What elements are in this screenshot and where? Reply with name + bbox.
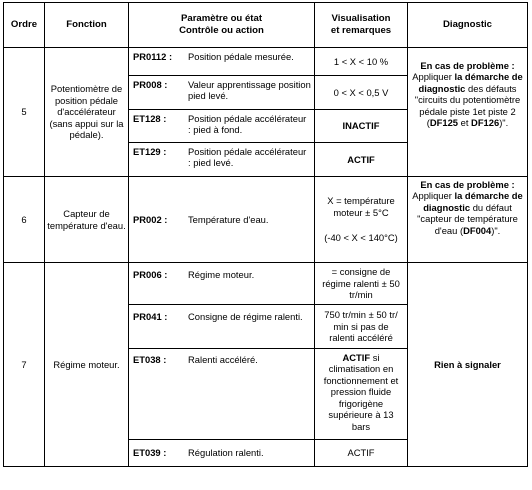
diag-code: DF004 [463, 224, 492, 236]
param-code: PR002 : [133, 213, 168, 225]
visu-cell [315, 263, 408, 467]
diag-text: )". [499, 117, 509, 129]
param-desc: Ralenti accéléré. [188, 354, 258, 365]
table-row [4, 177, 528, 263]
visu-value: X = température moteur ± 5°C [327, 195, 395, 218]
param-cell [129, 263, 315, 467]
visu-value: (-40 < X < 140°C) [324, 232, 398, 244]
fonction-cell: Capteur de température d'eau. [45, 177, 129, 263]
param-code: PR006 : [133, 269, 168, 280]
visu-value: ACTIF [315, 142, 407, 176]
diagnostic-cell: Rien à signaler [408, 263, 528, 467]
param-desc: Température d'eau. [188, 213, 269, 225]
fonction-cell: Potentiomètre de position pédale d'accélérateur (sans appui sur la pédale). [45, 48, 129, 177]
visu-bold: ACTIF [342, 352, 371, 363]
diag-lead: En cas de problème : [420, 179, 515, 190]
param-row [129, 75, 314, 109]
header-ordre: Ordre [4, 3, 45, 48]
diag-text: Appliquer [412, 71, 455, 83]
diag-code: DF125 [429, 117, 459, 129]
diag-text: des défauts "circuits du potentiomètre pédale piste 1et piste 2 ( [414, 82, 521, 129]
param-row [129, 211, 314, 228]
param-code: PR008 : [133, 79, 168, 90]
header-visualisation: Visualisation et remarques [315, 3, 408, 48]
diag-bold: la démarche de diagnostic [423, 190, 523, 213]
visu-cell [315, 177, 408, 263]
param-desc: Consigne de régime ralenti. [188, 311, 303, 322]
param-desc: Régime moteur. [188, 269, 255, 280]
param-code: ET128 : [133, 113, 167, 124]
param-row [129, 109, 314, 142]
visu-value: ACTIF [315, 439, 407, 466]
diag-bold: la démarche de diagnostic [418, 71, 523, 94]
visu-value: 0 < X < 0,5 V [315, 75, 407, 109]
visu-value: = consigne de régime ralenti ± 50 tr/min [322, 266, 400, 301]
param-cell [129, 177, 315, 263]
visu-value: INACTIF [315, 109, 407, 142]
visu-value: 750 tr/min ± 50 tr/ min si pas de ralenti accéléré [315, 304, 407, 348]
param-code: PR041 : [133, 311, 168, 322]
param-code: ET039 : [133, 447, 167, 458]
diagnostic-table [3, 2, 528, 467]
header-fonction: Fonction [45, 3, 129, 48]
diag-lead: En cas de problème : [420, 60, 515, 71]
param-row [129, 48, 314, 75]
param-code: PR0112 : [133, 51, 173, 62]
header-parametre: Paramètre ou état Contrôle ou action [129, 3, 315, 48]
visu-value [315, 348, 407, 439]
diag-text: Appliquer [412, 190, 455, 202]
fonction-cell: Régime moteur. [45, 263, 129, 467]
param-desc: Position pédale accélérateur : pied à fond. [188, 113, 307, 136]
table-row [4, 263, 528, 467]
param-code: ET129 : [133, 146, 167, 157]
param-row [129, 439, 314, 466]
diagnostic-cell [408, 48, 528, 177]
visu-text: si climatisation en fonctionnement et pression fluide frigorigène supérieure à 13 bars [323, 352, 399, 432]
ordre-cell: 7 [4, 263, 45, 467]
visu-cell [315, 48, 408, 177]
ordre-cell: 6 [4, 177, 45, 263]
visu-value: 1 < X < 10 % [333, 55, 389, 67]
diagnostic-cell [408, 177, 528, 263]
diag-text: et [458, 117, 472, 129]
param-row [129, 263, 314, 304]
param-desc: Régulation ralenti. [188, 447, 264, 458]
param-row [129, 348, 314, 439]
param-row [129, 142, 314, 176]
diag-text: )". [491, 224, 501, 236]
diag-text: du défaut "capteur de température d'eau ( [417, 201, 518, 236]
header-row [4, 3, 528, 48]
ordre-cell: 5 [4, 48, 45, 177]
diag-code: DF126 [471, 117, 500, 129]
table-row [4, 48, 528, 177]
diagnostic-sheet [3, 2, 528, 467]
param-code: ET038 : [133, 354, 167, 365]
param-desc: Position pédale mesurée. [188, 51, 294, 62]
param-desc: Valeur apprentissage position pied levé. [188, 79, 311, 102]
header-diagnostic: Diagnostic [408, 3, 528, 48]
param-row [129, 304, 314, 348]
param-desc: Position pédale accélérateur : pied levé. [188, 146, 307, 169]
param-cell [129, 48, 315, 177]
